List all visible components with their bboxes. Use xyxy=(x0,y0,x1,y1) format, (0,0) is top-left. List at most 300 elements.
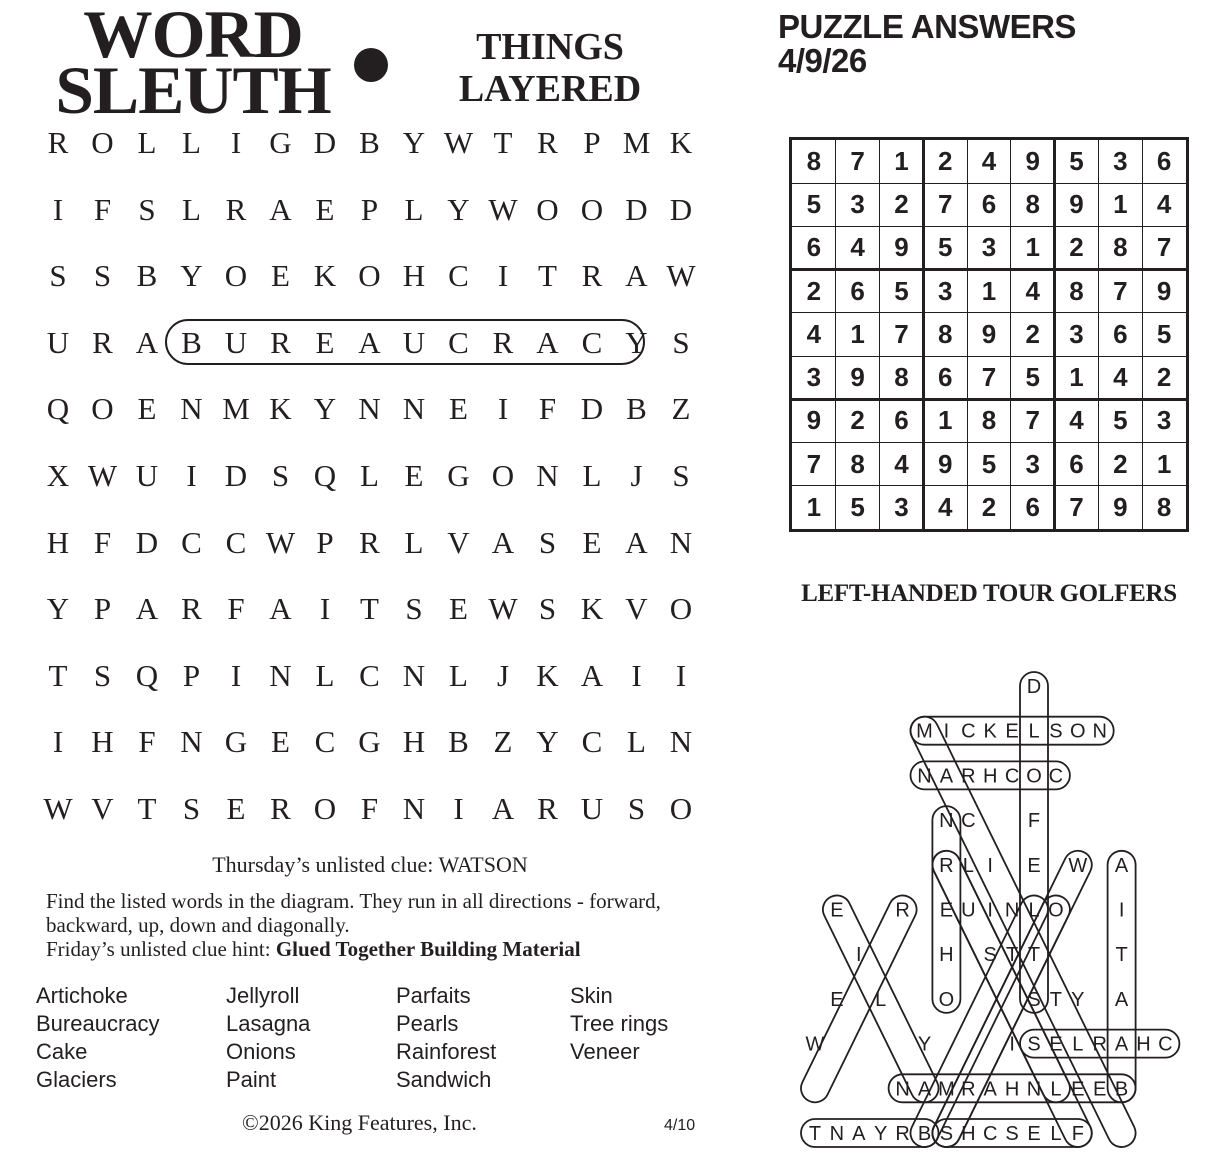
grid-letter: J xyxy=(630,458,643,493)
sudoku-cell: 3 xyxy=(1113,146,1128,176)
golf-grid-letter: Y xyxy=(1071,988,1085,1011)
grid-letter: B xyxy=(359,125,380,160)
grid-letter: B xyxy=(136,258,158,294)
grid-letter: D xyxy=(135,524,159,560)
grid-row xyxy=(38,456,698,496)
friday-hint-text: Glued Together Building Material xyxy=(275,937,581,961)
sudoku-cell: 1 xyxy=(806,491,822,522)
sudoku-cell: 8 xyxy=(937,318,953,349)
golf-grid-letter: E xyxy=(939,899,954,922)
sudoku-cell: 3 xyxy=(850,189,865,220)
sudoku-cell: 1 xyxy=(937,405,953,436)
sudoku-cell: 8 xyxy=(850,448,865,479)
golf-grid-letter: W xyxy=(805,1033,825,1056)
sudoku-grid-line xyxy=(792,312,1186,313)
grid-letter: K xyxy=(669,125,693,160)
word-list-item: Cake xyxy=(36,1039,88,1064)
grid-letter: N xyxy=(402,657,426,693)
sudoku-cell: 7 xyxy=(894,318,909,349)
golf-grid-letter: I xyxy=(1009,1033,1015,1056)
word-list-item: Skin xyxy=(570,983,613,1008)
sudoku-cell: 3 xyxy=(1156,405,1172,436)
grid-letter: R xyxy=(270,791,291,826)
sudoku-cell: 5 xyxy=(1156,318,1172,349)
grid-letter: L xyxy=(360,458,379,493)
grid-letter: D xyxy=(580,391,604,427)
instructions-text: Find the listed words in the diagram. They run in all directions - forward, backward, up, down and diagonally. xyxy=(46,889,661,937)
sudoku-cell: 1 xyxy=(1069,362,1084,393)
grid-letter: F xyxy=(360,791,379,826)
golfer-name-loop xyxy=(1108,851,1136,1103)
sudoku-cell: 8 xyxy=(1156,491,1172,522)
golf-grid-letter: F xyxy=(1027,810,1041,833)
grid-letter: E xyxy=(271,724,290,760)
golf-grid-letter: N xyxy=(895,1078,910,1101)
grid-letter: I xyxy=(453,791,464,826)
sudoku-cell: 4 xyxy=(1069,405,1084,436)
answers-date: 4/9/26 xyxy=(778,42,867,79)
golf-grid-letter: K xyxy=(983,720,997,743)
grid-letter: C xyxy=(225,524,247,560)
grid-letter: I xyxy=(497,391,509,427)
golf-grid-letter: A xyxy=(1114,988,1129,1011)
grid-letter: J xyxy=(496,657,510,693)
golf-grid-letter: E xyxy=(1071,1078,1085,1101)
sudoku-cell: 4 xyxy=(981,146,997,176)
grid-letter: S xyxy=(93,657,112,693)
golf-grid-letter: I xyxy=(987,854,993,877)
golf-grid-letter: N xyxy=(1026,1078,1042,1101)
sudoku-cell: 8 xyxy=(1113,232,1128,263)
grid-letter: R xyxy=(225,191,247,227)
sudoku-cell: 4 xyxy=(1025,275,1040,306)
golf-grid-letter: E xyxy=(1093,1078,1107,1101)
grid-letter: A xyxy=(625,524,648,560)
grid-letter: D xyxy=(625,191,648,227)
grid-letter: Y xyxy=(536,724,559,760)
sudoku-grid-line xyxy=(1142,140,1143,529)
golf-grid-letter: S xyxy=(1027,988,1041,1011)
golf-grid-letter: N xyxy=(1004,899,1020,922)
grid-row xyxy=(38,589,698,629)
golf-grid-letter: A xyxy=(1114,1033,1129,1056)
golf-grid-letter: L xyxy=(1028,720,1040,743)
golf-grid-letter: N xyxy=(1092,720,1107,743)
sudoku-cell: 9 xyxy=(850,362,865,393)
grid-letter: I xyxy=(230,125,242,160)
grid-letter: S xyxy=(672,324,690,360)
sudoku-cell: 7 xyxy=(1025,405,1040,436)
grid-letter: G xyxy=(358,724,381,760)
golf-grid-letter: O xyxy=(938,988,955,1011)
thursday-clue xyxy=(40,852,700,878)
grid-letter: E xyxy=(315,324,335,360)
golf-grid-letter: H xyxy=(961,1123,976,1145)
golf-grid-letter: L xyxy=(875,988,887,1011)
grid-letter: L xyxy=(182,125,201,160)
grid-letter: S xyxy=(538,524,557,560)
sudoku-cell: 6 xyxy=(1156,146,1172,176)
grid-letter: N xyxy=(402,791,426,826)
grid-letter: R xyxy=(359,524,380,560)
sudoku-cell: 2 xyxy=(981,491,997,522)
grid-letter: A xyxy=(491,791,515,826)
golf-grid-letter: L xyxy=(962,854,974,877)
sudoku-grid-line xyxy=(1010,140,1011,529)
grid-letter: I xyxy=(52,191,64,227)
sudoku-cell: 2 xyxy=(850,405,865,436)
sudoku-grid-line xyxy=(835,140,836,529)
grid-letter: I xyxy=(319,591,331,627)
sudoku-cell: 2 xyxy=(1025,318,1040,349)
golf-grid-letter: S xyxy=(1005,1123,1019,1145)
sudoku-cell: 7 xyxy=(1069,491,1084,522)
title-line-1: WORD xyxy=(83,0,303,72)
grid-letter: F xyxy=(538,391,557,427)
grid-row xyxy=(38,123,698,163)
grid-letter: V xyxy=(447,524,470,560)
grid-letter: S xyxy=(672,458,690,493)
golf-grid-letter: I xyxy=(987,899,993,922)
word-list-item: Sandwich xyxy=(396,1067,492,1092)
word-list-item: Onions xyxy=(226,1039,296,1064)
answers-title-line-1: PUZZLE ANSWERS xyxy=(778,8,1076,45)
grid-letter: R xyxy=(492,324,514,360)
sudoku-cell: 6 xyxy=(806,232,822,263)
grid-letter: C xyxy=(448,324,469,360)
golf-grid-letter: S xyxy=(1049,720,1063,743)
sudoku-grid-line xyxy=(922,140,925,529)
golf-grid-letter: D xyxy=(1026,676,1042,698)
grid-letter: U xyxy=(580,791,604,826)
sudoku-cell: 1 xyxy=(1156,448,1172,479)
friday-hint-label: Friday’s unlisted clue hint: xyxy=(46,937,271,961)
sudoku-cell: 9 xyxy=(806,405,822,436)
grid-letter: K xyxy=(536,657,559,693)
grid-letter: R xyxy=(537,125,558,160)
golf-grid-letter: A xyxy=(852,1123,866,1145)
grid-letter: L xyxy=(449,657,468,693)
grid-letter: P xyxy=(360,191,379,227)
sudoku-cell: 2 xyxy=(894,189,909,220)
grid-letter: V xyxy=(91,791,114,826)
grid-letter: A xyxy=(269,191,292,227)
grid-letter: N xyxy=(669,524,693,560)
sudoku-cell: 5 xyxy=(1025,362,1040,393)
word-list-item: Bureaucracy xyxy=(36,1011,160,1036)
golf-grid-letter: L xyxy=(1050,1123,1062,1145)
grid-letter: Z xyxy=(671,391,691,427)
sudoku-cell: 3 xyxy=(937,275,953,306)
grid-letter: N xyxy=(269,657,292,693)
golf-grid-letter: E xyxy=(1027,854,1041,877)
grid-row xyxy=(38,190,698,230)
sudoku-cell: 9 xyxy=(937,448,953,479)
grid-letter: M xyxy=(222,391,250,427)
grid-letter: F xyxy=(138,724,156,760)
word-list-item: Jellyroll xyxy=(226,983,300,1008)
golf-grid-letter: T xyxy=(1027,944,1041,967)
grid-letter: D xyxy=(669,191,693,227)
grid-letter: E xyxy=(137,391,157,427)
sudoku-cell: 5 xyxy=(981,448,997,479)
sudoku-cell: 5 xyxy=(1069,146,1084,176)
golf-grid-letter: A xyxy=(917,1078,932,1101)
grid-row xyxy=(38,389,698,429)
sudoku-cell: 1 xyxy=(981,275,997,306)
grid-letter: N xyxy=(358,391,381,427)
grid-letter: L xyxy=(404,524,424,560)
grid-letter: H xyxy=(46,524,70,560)
sudoku-cell: 9 xyxy=(1069,189,1084,220)
golf-grid-letter: E xyxy=(830,988,844,1011)
word-list-item: Parfaits xyxy=(396,983,471,1008)
grid-letter: K xyxy=(313,258,337,294)
sudoku-cell: 6 xyxy=(1069,448,1084,479)
grid-letter: A xyxy=(580,657,604,693)
grid-letter: Y xyxy=(180,258,203,294)
golf-grid-letter: C xyxy=(982,1123,998,1145)
grid-letter: G xyxy=(447,458,470,493)
sudoku-grid-line xyxy=(879,140,880,529)
word-list-column-3 xyxy=(396,982,496,1094)
sudoku-cell: 7 xyxy=(1113,275,1128,306)
grid-letter: S xyxy=(271,458,290,493)
grid-letter: E xyxy=(449,591,468,627)
grid-letter: W xyxy=(43,791,73,826)
thursday-clue-label: Thursday’s unlisted clue: xyxy=(212,852,434,877)
grid-letter: G xyxy=(269,125,292,160)
sudoku-grid-line xyxy=(1098,140,1099,529)
sudoku-cell: 5 xyxy=(894,275,909,306)
grid-letter: Q xyxy=(313,458,337,493)
grid-letter: P xyxy=(316,524,334,560)
grid-letter: T xyxy=(538,258,557,294)
golf-grid-letter: A xyxy=(939,765,954,788)
word-list-column-4 xyxy=(570,982,668,1066)
golf-grid-letter: R xyxy=(939,854,954,877)
sudoku-cell: 1 xyxy=(850,318,865,349)
sudoku-cell: 5 xyxy=(850,491,865,522)
grid-letter: T xyxy=(360,591,379,627)
sudoku-grid-line xyxy=(792,183,1186,184)
page-number: 4/10 xyxy=(664,1117,696,1134)
sudoku-cell: 8 xyxy=(1069,275,1084,306)
grid-letter: B xyxy=(626,391,647,427)
golf-grid-letter: H xyxy=(1004,1078,1020,1101)
grid-row xyxy=(38,656,698,696)
grid-row xyxy=(38,523,698,563)
grid-letter: R xyxy=(47,125,69,160)
grid-letter: U xyxy=(46,324,70,360)
sudoku-grid-line xyxy=(792,226,1186,227)
golf-grid-letter: R xyxy=(961,1078,976,1101)
sudoku-cell: 4 xyxy=(1156,189,1172,220)
grid-letter: F xyxy=(227,591,245,627)
sudoku-grid-line xyxy=(792,485,1186,486)
grid-row xyxy=(38,722,698,762)
golf-grid-letter: U xyxy=(961,899,976,922)
grid-letter: C xyxy=(181,524,202,560)
sudoku-cell: 3 xyxy=(806,362,822,393)
grid-letter: E xyxy=(226,791,246,826)
grid-letter: N xyxy=(180,391,203,427)
grid-letter: C xyxy=(314,724,336,760)
sudoku-cell: 5 xyxy=(806,189,822,220)
golf-grid-letter: I xyxy=(1118,899,1125,922)
golf-grid-letter: C xyxy=(961,810,976,833)
golf-grid-letter: O xyxy=(1048,899,1064,922)
grid-letter: A xyxy=(491,524,515,560)
sudoku-cell: 6 xyxy=(850,275,865,306)
grid-letter: N xyxy=(402,391,426,427)
golf-grid-letter: C xyxy=(1048,765,1064,788)
grid-letter: C xyxy=(581,724,603,760)
grid-letter: T xyxy=(493,125,513,160)
sudoku-cell: 7 xyxy=(937,189,953,220)
sudoku-cell: 3 xyxy=(894,491,909,522)
sudoku-cell: 6 xyxy=(981,189,997,220)
grid-letter: K xyxy=(580,591,604,627)
sudoku-cell: 2 xyxy=(806,275,822,306)
grid-letter: Y xyxy=(313,391,337,427)
grid-letter: S xyxy=(93,258,112,294)
grid-letter: Q xyxy=(135,657,159,693)
sudoku-cell: 9 xyxy=(894,232,909,263)
word-list-item: Artichoke xyxy=(36,983,128,1008)
grid-letter: O xyxy=(91,125,114,160)
grid-letter: R xyxy=(537,791,558,826)
golf-grid-letter: N xyxy=(917,765,932,788)
grid-letter: A xyxy=(135,324,159,360)
grid-letter: T xyxy=(48,657,68,693)
grid-letter: P xyxy=(583,125,601,160)
grid-letter: K xyxy=(269,391,292,427)
golf-grid-letter: R xyxy=(961,765,976,788)
golf-grid-letter: C xyxy=(1004,765,1020,788)
grid-letter: I xyxy=(497,258,509,294)
sudoku-cell: 8 xyxy=(894,362,909,393)
golf-grid-letter: R xyxy=(1092,1033,1107,1056)
sudoku-cell: 4 xyxy=(850,232,865,263)
golfers-word-fit-solution xyxy=(790,660,1190,1150)
word-list-item: Lasagna xyxy=(226,1011,311,1036)
golf-grid-letter: L xyxy=(1072,1033,1084,1056)
golf-grid-letter: A xyxy=(1114,854,1129,877)
sudoku-grid-line xyxy=(792,356,1186,357)
sudoku-cell: 9 xyxy=(1156,275,1172,306)
thursday-clue-answer: WATSON xyxy=(438,852,528,877)
answers-title xyxy=(778,10,1076,78)
grid-letter: O xyxy=(669,791,693,826)
grid-letter: U xyxy=(402,324,426,360)
grid-letter: Z xyxy=(493,724,513,760)
golf-grid-letter: I xyxy=(856,944,862,967)
golf-puzzle-title: LEFT-HANDED TOUR GOLFERS xyxy=(801,580,1177,607)
golf-grid-letter: T xyxy=(1049,988,1063,1011)
golf-grid-letter: N xyxy=(829,1123,845,1145)
word-list-item: Glaciers xyxy=(36,1067,117,1092)
puzzle-theme xyxy=(430,26,670,110)
grid-row xyxy=(38,256,698,296)
sudoku-cell: 4 xyxy=(806,318,822,349)
sudoku-cell: 3 xyxy=(981,232,997,263)
copyright: ©2026 King Features, Inc. xyxy=(242,1110,477,1135)
grid-letter: S xyxy=(538,591,557,627)
golf-grid-letter: H xyxy=(982,765,998,788)
friday-hint xyxy=(46,937,696,961)
golf-grid-letter: S xyxy=(1027,1033,1041,1056)
grid-letter: U xyxy=(135,458,159,493)
grid-letter: D xyxy=(313,125,337,160)
golf-grid-letter: T xyxy=(1005,944,1019,967)
sudoku-cell: 6 xyxy=(1025,491,1040,522)
sudoku-cell: 1 xyxy=(1113,189,1128,220)
grid-letter: H xyxy=(402,724,426,760)
golf-grid-letter: I xyxy=(943,720,950,743)
golf-grid-letter: C xyxy=(961,720,976,743)
golf-grid-letter: H xyxy=(1136,1033,1151,1056)
grid-letter: W xyxy=(87,458,118,493)
grid-letter: R xyxy=(581,258,603,294)
sudoku-grid-line xyxy=(792,442,1186,443)
sudoku-cell: 3 xyxy=(1069,318,1084,349)
sudoku-cell: 2 xyxy=(1069,232,1084,263)
golf-grid-letter: M xyxy=(916,720,933,743)
golf-grid-letter: S xyxy=(983,944,997,967)
grid-letter: P xyxy=(93,591,112,627)
grid-letter: E xyxy=(582,524,602,560)
puzzle-title xyxy=(35,0,351,128)
grid-letter: E xyxy=(315,191,335,227)
sudoku-cell: 4 xyxy=(937,491,953,522)
sudoku-cell: 2 xyxy=(937,146,953,176)
title-line-2: SLEUTH xyxy=(55,52,331,128)
golf-grid-letter: W xyxy=(1068,854,1088,877)
grid-letter: W xyxy=(265,524,296,560)
golf-grid-letter: B xyxy=(1114,1078,1129,1101)
grid-letter: O xyxy=(224,258,248,294)
sudoku-grid-line xyxy=(1053,140,1056,529)
grid-letter: L xyxy=(182,191,201,227)
sudoku-cell: 7 xyxy=(981,362,997,393)
grid-letter: Y xyxy=(447,191,470,227)
grid-letter: O xyxy=(358,258,381,294)
grid-letter: H xyxy=(402,258,426,294)
grid-letter: S xyxy=(49,258,67,294)
sudoku-cell: 8 xyxy=(1025,189,1040,220)
golf-grid-letter: R xyxy=(895,899,910,922)
golf-grid-letter: O xyxy=(1070,720,1086,743)
golf-grid-letter: E xyxy=(1049,1033,1063,1056)
sudoku-cell: 4 xyxy=(1113,362,1128,393)
golf-grid-letter: L xyxy=(1028,899,1040,922)
grid-letter: Q xyxy=(46,391,70,427)
grid-letter: N xyxy=(536,458,559,493)
golf-grid-letter: S xyxy=(939,1123,954,1145)
sudoku-cell: 9 xyxy=(1113,491,1128,522)
grid-letter: A xyxy=(269,591,292,627)
grid-letter: I xyxy=(675,657,687,693)
title-bullet-dot xyxy=(354,48,388,82)
grid-letter: L xyxy=(137,125,157,160)
grid-letter: R xyxy=(181,591,202,627)
word-list-item: Pearls xyxy=(396,1011,459,1036)
sudoku-cell: 9 xyxy=(1025,146,1040,176)
grid-letter: L xyxy=(404,191,424,227)
golf-grid-letter: O xyxy=(1026,765,1042,788)
grid-letter: N xyxy=(180,724,203,760)
